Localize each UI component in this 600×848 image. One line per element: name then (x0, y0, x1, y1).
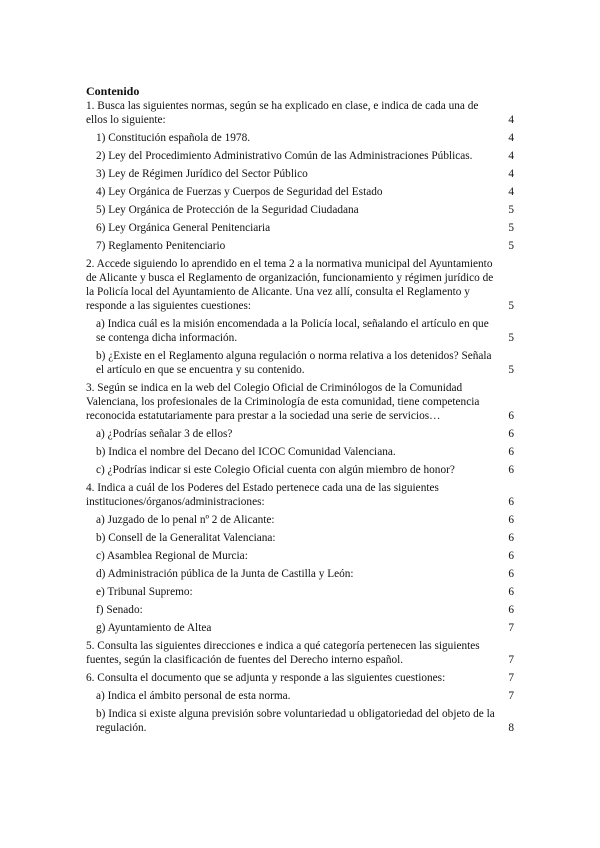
toc-entry-subsection[interactable] (86, 445, 514, 459)
toc-entry-page-number: 4 (508, 168, 514, 180)
toc-entry-text: 4. Indica a cuál de los Poderes del Estado pertenece cada una de las siguientes instituciones/órganos/administraciones: (86, 482, 439, 508)
toc-entry-text: 4) Ley Orgánica de Fuerzas y Cuerpos de Seguridad del Estado (96, 186, 383, 198)
toc-entry-subsection[interactable] (86, 221, 514, 235)
toc-entry-subsection[interactable] (86, 239, 514, 253)
toc-entry-text: 1. Busca las siguientes normas, según se ha explicado en clase, e indica de cada una de ellos lo siguiente: (86, 100, 479, 126)
toc-entry-subsection[interactable] (86, 707, 514, 735)
toc-entry-subsection[interactable] (86, 203, 514, 217)
toc-entry-text: 3. Según se indica en la web del Colegio Oficial de Criminólogos de la Comunidad Valenciana, los profesionales de la Criminología de esta comunidad, tiene competencia reconocida estatutariamente para prestar a la sociedad una serie de servicios… (86, 382, 480, 422)
toc-entry-subsection[interactable] (86, 531, 514, 545)
toc-entry-text: a) Juzgado de lo penal nº 2 de Alicante: (96, 514, 275, 526)
toc-entry-text: g) Ayuntamiento de Altea (96, 622, 212, 634)
toc-entry-subsection[interactable] (86, 621, 514, 635)
toc-entry-page-number: 5 (508, 300, 514, 312)
toc-entry-page-number: 5 (508, 240, 514, 252)
toc-entry-text: e) Tribunal Supremo: (96, 586, 193, 598)
toc-entry-page-number: 6 (508, 428, 514, 440)
toc-entry-section[interactable] (86, 671, 514, 685)
toc-entry-page-number: 8 (508, 722, 514, 734)
toc-entry-section[interactable] (86, 481, 514, 509)
toc-entry-subsection[interactable] (86, 149, 514, 163)
toc-entry-page-number: 4 (508, 150, 514, 162)
toc-entry-page-number: 6 (508, 550, 514, 562)
toc-entry-text: 5. Consulta las siguientes direcciones e indica a qué categoría pertenecen las siguientes fuentes, según la clasificación de fuentes del Derecho interno español. (86, 640, 480, 666)
toc-entry-subsection[interactable] (86, 131, 514, 145)
toc-entry-text: 6) Ley Orgánica General Penitenciaria (96, 222, 271, 234)
toc-entry-text: d) Administración pública de la Junta de Castilla y León: (96, 568, 354, 580)
toc-entry-subsection[interactable] (86, 317, 514, 345)
toc-entry-text: 3) Ley de Régimen Jurídico del Sector Público (96, 168, 308, 180)
toc-entry-page-number: 6 (508, 446, 514, 458)
toc-entry-page-number: 6 (508, 464, 514, 476)
toc-entry-page-number: 5 (508, 364, 514, 376)
toc-entry-text: a) Indica el ámbito personal de esta norma. (96, 690, 291, 702)
toc-entry-subsection[interactable] (86, 463, 514, 477)
table-of-contents (86, 84, 514, 739)
toc-entry-subsection[interactable] (86, 427, 514, 441)
toc-entry-text: b) Indica el nombre del Decano del ICOC Comunidad Valenciana. (96, 446, 396, 458)
toc-entry-page-number: 7 (508, 672, 514, 684)
toc-entry-text: f) Senado: (96, 604, 143, 616)
toc-entry-text: c) Asamblea Regional de Murcia: (96, 550, 248, 562)
toc-entry-page-number: 6 (508, 568, 514, 580)
toc-entry-subsection[interactable] (86, 689, 514, 703)
toc-entry-page-number: 4 (508, 132, 514, 144)
toc-entry-page-number: 5 (508, 222, 514, 234)
toc-entry-subsection[interactable] (86, 567, 514, 581)
toc-entry-text: c) ¿Podrías indicar si este Colegio Oficial cuenta con algún miembro de honor? (96, 464, 455, 476)
toc-entry-page-number: 6 (508, 532, 514, 544)
toc-entry-text: b) Indica si existe alguna previsión sobre voluntariedad u obligatoriedad del objeto de la regulación. (96, 708, 495, 734)
toc-entry-subsection[interactable] (86, 603, 514, 617)
toc-entry-subsection[interactable] (86, 349, 514, 377)
toc-entries (86, 99, 514, 735)
toc-entry-section[interactable] (86, 257, 514, 313)
toc-entry-text: 2) Ley del Procedimiento Administrativo Común de las Administraciones Públicas. (96, 150, 473, 162)
toc-entry-page-number: 6 (508, 410, 514, 422)
toc-entry-text: 2. Accede siguiendo lo aprendido en el tema 2 a la normativa municipal del Ayuntamiento de Alicante y busca el Reglamento de organización, funcionamiento y régimen jurídico de la Policía local del Ayuntamiento de Alicante. Una vez allí, consulta el Reglamento y responde a las siguientes cuestiones: (86, 258, 494, 312)
toc-entry-subsection[interactable] (86, 585, 514, 599)
toc-entry-text: b) Consell de la Generalitat Valenciana: (96, 532, 276, 544)
toc-entry-subsection[interactable] (86, 167, 514, 181)
toc-entry-text: 7) Reglamento Penitenciario (96, 240, 226, 252)
toc-entry-text: a) Indica cuál es la misión encomendada a la Policía local, señalando el artículo en que se contenga dicha información. (96, 318, 489, 344)
toc-title: Contenido (86, 84, 140, 98)
toc-entry-section[interactable] (86, 99, 514, 127)
toc-entry-section[interactable] (86, 639, 514, 667)
toc-entry-page-number: 4 (508, 114, 514, 126)
toc-entry-section[interactable] (86, 381, 514, 423)
toc-entry-page-number: 7 (508, 690, 514, 702)
toc-entry-page-number: 6 (508, 496, 514, 508)
toc-entry-subsection[interactable] (86, 549, 514, 563)
toc-entry-text: 1) Constitución española de 1978. (96, 132, 251, 144)
toc-entry-page-number: 6 (508, 604, 514, 616)
toc-entry-subsection[interactable] (86, 185, 514, 199)
toc-entry-page-number: 5 (508, 332, 514, 344)
toc-entry-page-number: 7 (508, 654, 514, 666)
toc-entry-page-number: 4 (508, 186, 514, 198)
toc-entry-subsection[interactable] (86, 513, 514, 527)
toc-entry-page-number: 6 (508, 514, 514, 526)
toc-entry-text: b) ¿Existe en el Reglamento alguna regulación o norma relativa a los detenidos? Señala el artículo en que se encuentra y su contenido. (96, 350, 492, 376)
toc-entry-page-number: 6 (508, 586, 514, 598)
toc-entry-page-number: 5 (508, 204, 514, 216)
toc-entry-text: 6. Consulta el documento que se adjunta y responde a las siguientes cuestiones: (86, 672, 446, 684)
toc-entry-text: a) ¿Podrías señalar 3 de ellos? (96, 428, 233, 440)
toc-entry-page-number: 7 (508, 622, 514, 634)
toc-entry-text: 5) Ley Orgánica de Protección de la Seguridad Ciudadana (96, 204, 359, 216)
